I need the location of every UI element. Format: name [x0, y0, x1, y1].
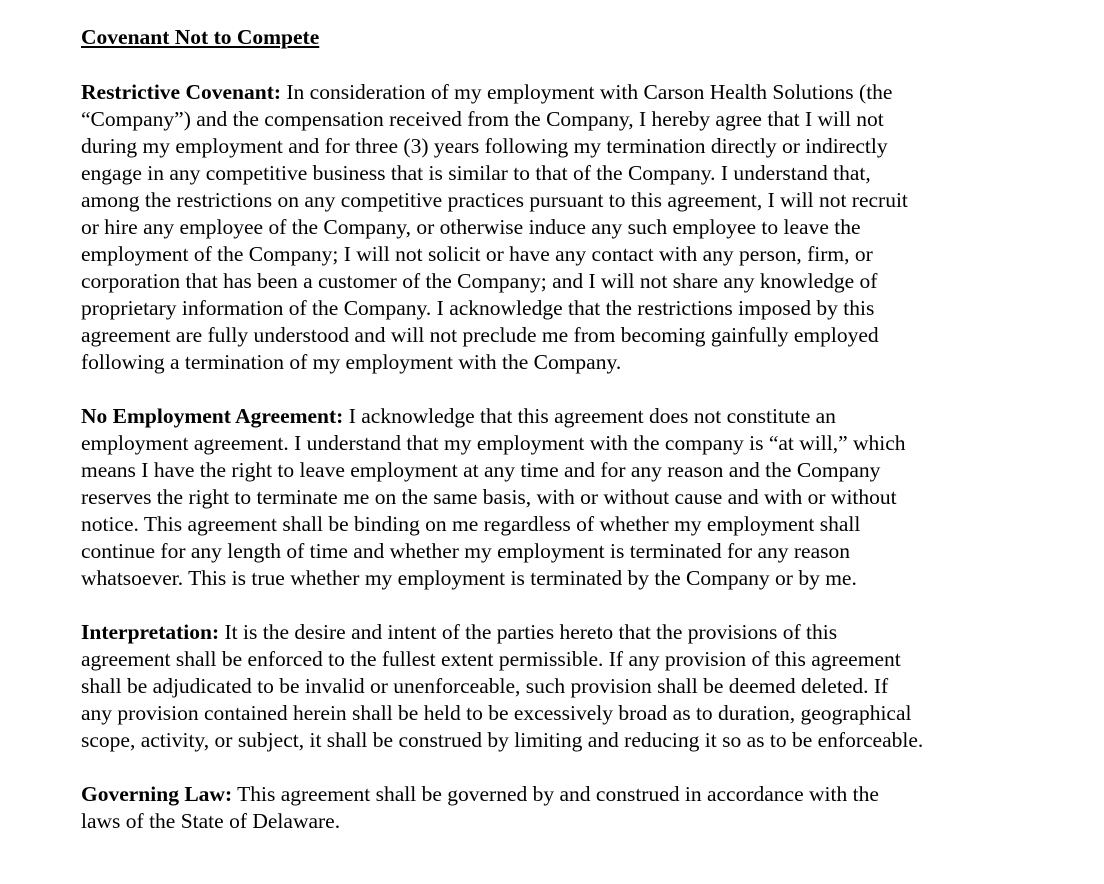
section-heading: No Employment Agreement: [81, 404, 344, 428]
section-body: It is the desire and intent of the parties hereto that the provisions of this agreement shall be enforced to the fullest extent permissible. If any provision of this agreement shall be adjudicated to be invalid or unenforceable, such provision shall be deemed deleted. If any provision contained herein shall be held to be excessively broad as to duration, geographical scope, activity, or subject, it shall be construed by limiting and reducing it so as to be enforceable. [81, 620, 924, 752]
spacer [81, 592, 1081, 619]
section-interpretation [81, 619, 1081, 754]
section-body: This agreement shall be governed by and construed in accordance with the laws of the State of Delaware. [81, 782, 879, 833]
section-body: In consideration of my employment with Carson Health Solutions (the “Company”) and the compensation received from the Company, I hereby agree that I will not during my employment and for three (3) years following my termination directly or indirectly engage in any competitive business that is similar to that of the Company. I understand that, among the restrictions on any competitive practices pursuant to this agreement, I will not recruit or hire any employee of the Company, or otherwise induce any such employee to leave the employment of the Company; I will not solicit or have any contact with any person, firm, or corporation that has been a customer of the Company; and I will not share any knowledge of proprietary information of the Company. I acknowledge that the restrictions imposed by this agreement are fully understood and will not preclude me from becoming gainfully employed following a termination of my employment with the Company. [81, 80, 908, 374]
section-no-employment-agreement [81, 403, 1081, 592]
section-governing-law [81, 781, 1081, 835]
section-restrictive-covenant [81, 79, 1081, 376]
spacer [81, 754, 1081, 781]
section-heading: Interpretation: [81, 620, 220, 644]
spacer [81, 52, 1081, 79]
section-heading: Restrictive Covenant: [81, 80, 282, 104]
document-page [81, 22, 1081, 835]
document-title: Covenant Not to Compete [81, 25, 320, 49]
section-body: I acknowledge that this agreement does not constitute an employment agreement. I understand that my employment with the company is “at will,” which means I have the right to leave employment at any time and for any reason and the Company reserves the right to terminate me on the same basis, with or without cause and with or without notice. This agreement shall be binding on me regardless of whether my employment shall continue for any length of time and whether my employment is terminated for any reason whatsoever. This is true whether my employment is terminated by the Company or by me. [81, 404, 906, 590]
spacer [81, 376, 1081, 403]
section-heading: Governing Law: [81, 782, 233, 806]
